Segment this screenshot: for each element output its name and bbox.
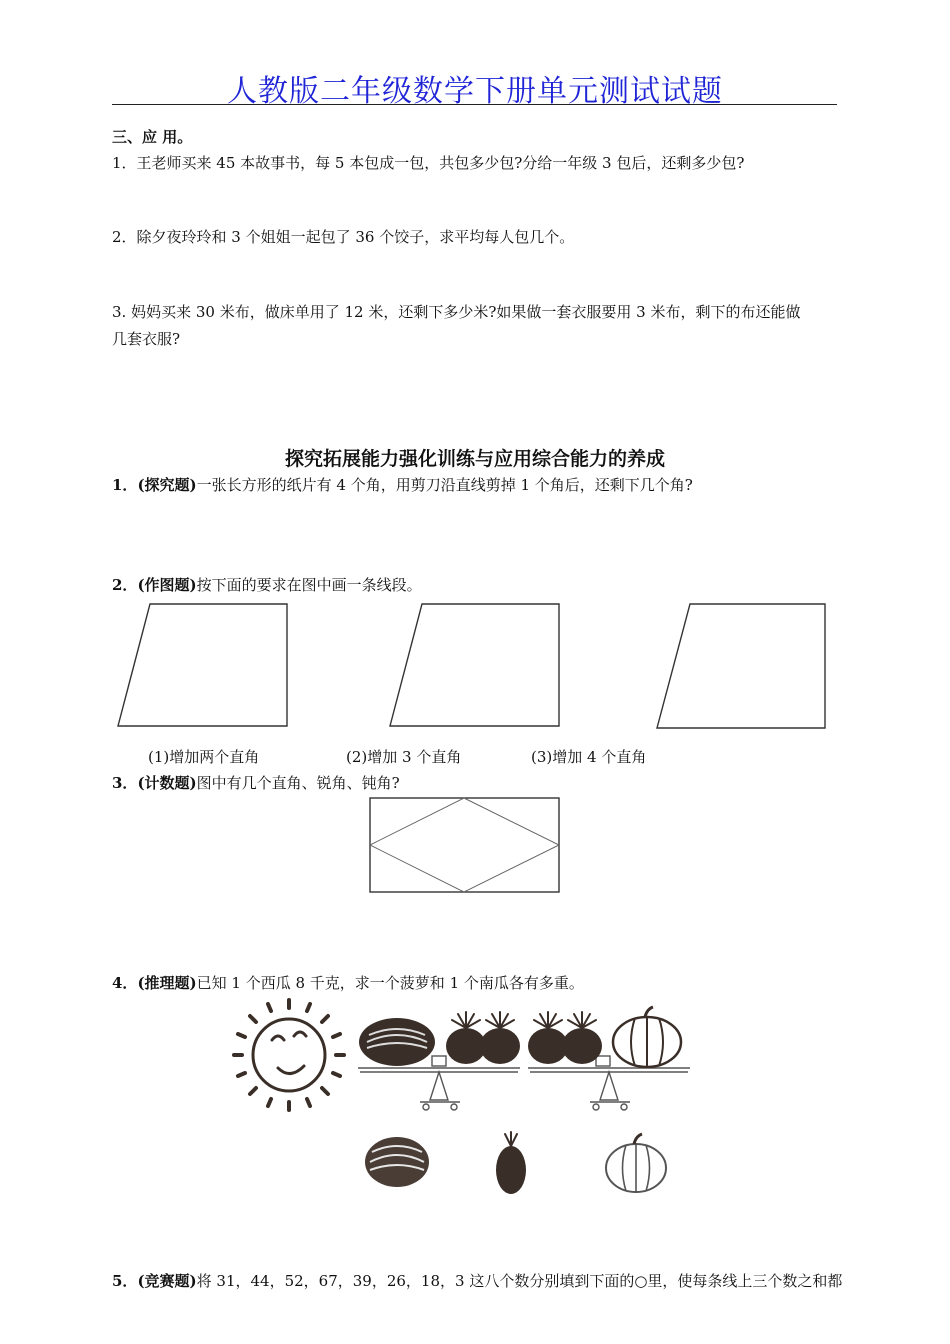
- question-3-line-1: 3. 妈妈买来 30 米布，做床单用了 12 米，还剩下多少米?如果做一套衣服要用 3 米布，剩下的布还能做: [112, 303, 801, 321]
- problem-4-tag: (推理题): [137, 974, 197, 992]
- trapezoid-caption-2: (2)增加 3 个直角: [346, 748, 462, 766]
- problem-4-text: 已知 1 个西瓜 8 千克，求一个菠萝和 1 个南瓜各有多重。: [196, 974, 584, 992]
- page-title: 人教版二年级数学下册单元测试试题: [227, 74, 723, 109]
- explore-title: 探究拓展能力强化训练与应用综合能力的养成: [284, 448, 665, 470]
- pineapple-icon: [528, 1012, 568, 1064]
- problem-4-number: 4．: [112, 974, 138, 992]
- pineapple-icon: [480, 1012, 520, 1064]
- problem-5-number: 5．: [112, 1272, 138, 1290]
- problem-5: [112, 1270, 842, 1291]
- problem-3-text: 图中有几个直角、锐角、钝角?: [196, 774, 400, 792]
- pineapple-icon: [446, 1012, 486, 1064]
- pineapple-icon: [562, 1012, 602, 1064]
- problem-2-number: 2．: [112, 576, 138, 594]
- problem-3-tag: (计数题): [137, 774, 197, 792]
- problem-5-tag: (竞赛题): [137, 1272, 197, 1290]
- sun-face-icon: [234, 1000, 344, 1110]
- problem-5-text: 将 31，44，52，67，39，26，18，3 这八个数分别填到下面的○里，使每条线上三个数之和都: [196, 1272, 843, 1290]
- pineapple-icon: [496, 1132, 526, 1194]
- trapezoid-caption-1: (1)增加两个直角: [148, 748, 260, 766]
- question-3-line-2: 几套衣服?: [112, 330, 181, 348]
- pumpkin-icon: [606, 1134, 666, 1192]
- question-1: 1．王老师买来 45 本故事书，每 5 本包成一包，共包多少包?分给一年级 3 包后，还剩多少包?: [112, 154, 745, 172]
- problem-1-number: 1．: [112, 476, 138, 494]
- watermelon-icon: [359, 1018, 435, 1066]
- problem-2-text: 按下面的要求在图中画一条线段。: [196, 576, 422, 594]
- problem-1-tag: (探究题): [137, 476, 197, 494]
- watermelon-icon: [365, 1137, 429, 1187]
- problem-2-tag: (作图题): [137, 576, 197, 594]
- pumpkin-icon: [613, 1007, 681, 1067]
- section-heading: 三、应 用。: [112, 128, 193, 146]
- problem-3-number: 3．: [112, 774, 138, 792]
- trapezoid-caption-3: (3)增加 4 个直角: [531, 748, 647, 766]
- question-2: 2．除夕夜玲玲和 3 个姐姐一起包了 36 个饺子，求平均每人包几个。: [112, 228, 575, 246]
- problem-1-text: 一张长方形的纸片有 4 个角，用剪刀沿直线剪掉 1 个角后，还剩下几个角?: [196, 476, 693, 494]
